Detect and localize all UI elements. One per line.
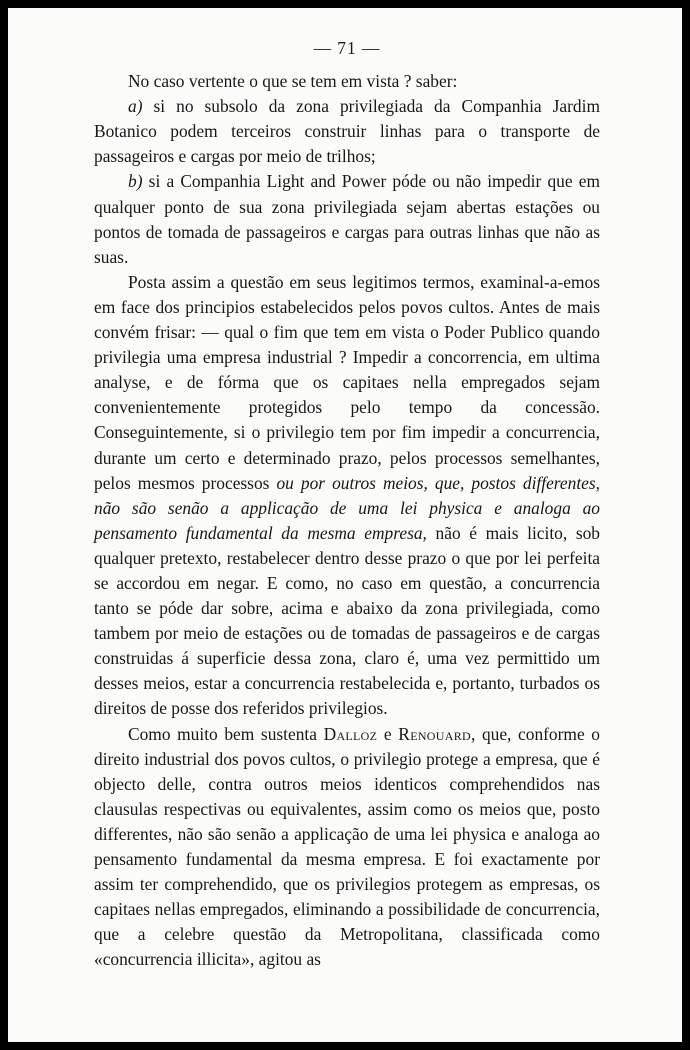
item-a bbox=[94, 94, 600, 169]
paragraph-3: Como muito bem sustenta Dalloz e Renouard, que, conforme o direito industrial dos povos cultos, o privilegio protege a empresa, que é objecto delle, contra outros meios identicos comprehendidos nas clausulas respectivas ou equivalentes, assim como os meios que, posto differentes, não são senão a applicação de uma lei physica e analoga ao pensamento fundamental da mesma empresa. E foi exactamente por assim ter comprehendido, que os privilegios protegem as empresas, os capitaes nellas empregados, eliminando a possibilidade de concurrencia, que a celebre questão da Metropolitana, classificada como «concurrencia illicita», agitou as bbox=[94, 723, 600, 970]
intro-line: No caso vertente o que se tem em vista ? saber: bbox=[128, 71, 458, 92]
item-b-label: b) bbox=[128, 171, 143, 192]
page-body bbox=[94, 36, 600, 972]
author-renouard: Renouard bbox=[398, 723, 471, 744]
item-b bbox=[94, 169, 600, 269]
author-dalloz: Dalloz bbox=[323, 723, 378, 744]
page-number: — 71 — bbox=[313, 38, 381, 58]
italic-quote: ou por outros meios, que, postos differentes, não são senão a applicação de uma lei physica e analoga ao pensamento fundamental da mesma empresa, bbox=[94, 472, 600, 543]
item-a-text: si no subsolo da zona privilegiada da Companhia Jardim Botanico podem terceiros construir linhas para o transporte de passageiros e cargas por meio de trilhos; bbox=[94, 96, 600, 167]
scanned-page bbox=[8, 8, 682, 1042]
item-a-label: a) bbox=[128, 96, 143, 117]
paragraph-2: Posta assim a questão em seus legitimos termos, examinal-a-emos em face dos principios estabelecidos pelos povos cultos. Antes de mais convém frisar: — qual o fim que tem em vista o Poder Publico quando privilegia uma empresa industrial ? Impedir a concorrencia, em ultima analyse, e de fórma que os capitaes nella empregados sejam convenientemente protegidos pelo tempo da concessão. Conseguintemente, si o privilegio tem por fim impedir a concurrencia, durante um certo e determinado prazo, pelos processos semelhantes, pelos mesmos processos ou por outros meios, que, postos differentes, não são senão a applicação de uma lei physica e analoga ao pensamento fundamental da mesma empresa, não é mais licito, sob qualquer pretexto, restabelecer dentro desse prazo o que por lei perfeita se accordou em negar. E como, no caso em questão, a concurrencia tanto se póde dar sobre, acima e abaixo da zona privilegiada, como tambem por meio de estações ou de tomadas de passageiros e de cargas construidas á superficie dessa zona, claro é, uma vez permittido um desses meios, estar a concurrencia restabelecida e, portanto, turbados os direitos de posse dos referidos privilegios. bbox=[94, 271, 600, 719]
item-b-text: si a Companhia Light and Power póde ou não impedir que em qualquer ponto de sua zona privilegiada sejam abertas estações ou pontos de tomada de passageiros e cargas para outras linhas que não as suas. bbox=[94, 171, 600, 267]
